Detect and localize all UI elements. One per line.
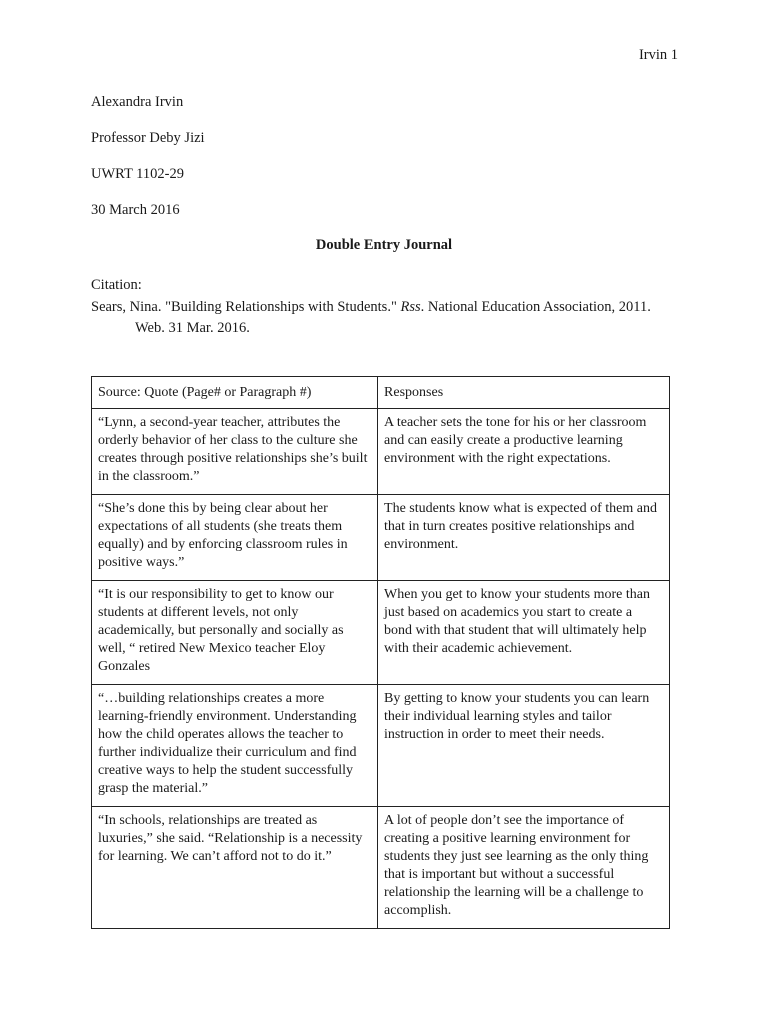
table-row xyxy=(92,807,670,929)
document-date: 30 March 2016 xyxy=(91,202,180,218)
document-title: Double Entry Journal xyxy=(315,237,453,253)
professor-name: Professor Deby Jizi xyxy=(91,130,205,146)
citation-author-title: Sears, Nina. "Building Relationships with Students." xyxy=(91,299,401,315)
table-row xyxy=(92,495,670,581)
header-source-quote: Source: Quote (Page# or Paragraph #) xyxy=(92,377,378,409)
response-cell: The students know what is expected of them and that in turn creates positive relationships and environment. xyxy=(378,495,670,581)
table-header-row xyxy=(92,377,670,409)
response-cell: When you get to know your students more than just based on academics you start to create a bond with that student that will ultimately help with their academic achievement. xyxy=(378,581,670,685)
table-row xyxy=(92,581,670,685)
double-entry-table xyxy=(91,376,670,929)
table-row xyxy=(92,409,670,495)
citation-text xyxy=(91,297,691,339)
quote-cell: “She’s done this by being clear about her expectations of all students (she treats them equally) and by enforcing classroom rules in positive ways.” xyxy=(92,495,378,581)
header-responses: Responses xyxy=(378,377,670,409)
quote-cell: “In schools, relationships are treated as luxuries,” she said. “Relationship is a necessity for learning. We can’t afford not to do it.” xyxy=(92,807,378,929)
response-cell: By getting to know your students you can learn their individual learning styles and tailor instruction in order to meet their needs. xyxy=(378,685,670,807)
citation-publisher: . National Education Association, 2011. xyxy=(420,299,651,315)
citation-continuation: Web. 31 Mar. 2016. xyxy=(135,320,250,336)
quote-cell: “Lynn, a second-year teacher, attributes the orderly behavior of her class to the culture she creates through positive relationships she’s built in the classroom.” xyxy=(92,409,378,495)
citation-label: Citation: xyxy=(91,277,142,293)
table-row xyxy=(92,685,670,807)
quote-cell: “…building relationships creates a more learning-friendly environment. Understanding how the child operates allows the teacher to further individualize their curriculum and find creative ways to help the student successfully grasp the material.” xyxy=(92,685,378,807)
citation-italic-source: Rss xyxy=(400,299,421,315)
response-cell: A teacher sets the tone for his or her classroom and can easily create a productive learning environment with the right expectations. xyxy=(378,409,670,495)
response-cell: A lot of people don’t see the importance of creating a positive learning environment for students they just see learning as the only thing that is important but without a successful relationship the learning will be a challenge to accomplish. xyxy=(378,807,670,929)
author-name: Alexandra Irvin xyxy=(91,94,184,110)
running-head: Irvin 1 xyxy=(638,47,678,63)
course-code: UWRT 1102-29 xyxy=(91,166,184,182)
quote-cell: “It is our responsibility to get to know our students at different levels, not only academically, but personally and socially as well, “ retired New Mexico teacher Eloy Gonzales xyxy=(92,581,378,685)
